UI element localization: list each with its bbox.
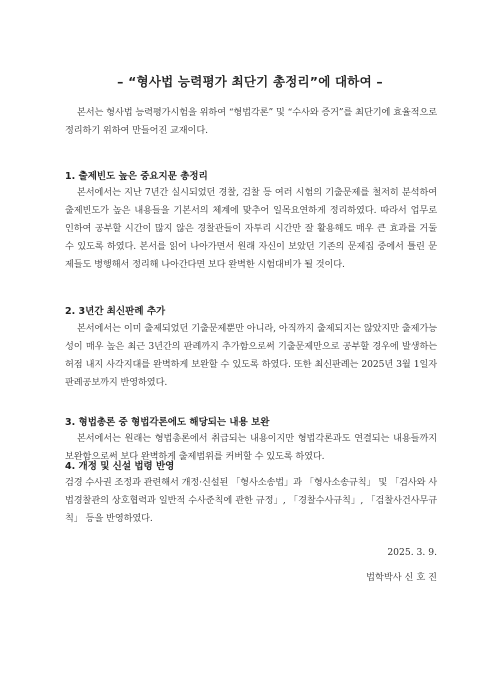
section-1-body: 본서에서는 지난 7년간 실시되었던 경찰, 검찰 등 여러 시험의 기출문제를 철저히 분석하여 출제빈도가 높은 내용들을 기본서의 체계에 맞추어 일목요연하게 정리하였다. 따라서 업무로 인하여 공부할 시간이 많지 않은 경찰관들이 자투리 시간만 잘 활용해도 매우 큰 효과를 거둘 수 있도록 하였다. 본서를 읽어 나아가면서 원래 자신이 보았던 기존의 문제집 중에서 틀린 문제들도 병행해서 정리해 나아간다면 보다 완벽한 시험대비가 될 것이다. (65, 187, 437, 270)
document-author: 법학박사 신 호 진 (366, 572, 437, 583)
section-2-body: 본서에서는 이미 출제되었던 기출문제뿐만 아니라, 아직까지 출제되지는 않았지만 출제가능성이 매우 높은 최근 3년간의 판례까지 추가함으로써 기출문제만으로 공부할 경우에 발생하는 허점 내지 사각지대를 완벽하게 보완할 수 있도록 하였다. 또한 최신판례는 2025년 3월 1일자 판례공보까지 반영하였다. (65, 323, 437, 388)
section-3-body: 본서에서는 원래는 형법총론에서 취급되는 내용이지만 형법각론과도 연결되는 내용들까지 보완함으로써 보다 완벽하게 출제범위를 커버할 수 있도록 하였다. (65, 433, 437, 462)
section-1-heading: 1. 출제빈도 높은 중요지문 총정리 (65, 171, 208, 182)
section-2-heading: 2. 3년간 최신판례 추가 (65, 306, 166, 317)
document-title: – “형사법 능력평가 최단기 총정리”에 대하여 – (117, 74, 383, 89)
section-3-heading: 3. 형법총론 중 형법각론에도 해당되는 내용 보완 (65, 417, 270, 428)
section-4-body: 검경 수사권 조정과 관련해서 개정·신설된 「형사소송법」과 「형사소송규칙」 및 「검사와 사법경찰관의 상호협력과 일반적 수사준칙에 관한 규정」, 「경찰수사규칙」, 「검찰사건사무규칙」 등을 반영하였다. (65, 477, 437, 524)
section-4-heading: 4. 개정 및 신설 법령 반영 (65, 461, 175, 472)
intro-paragraph: 본서는 형사법 능력평가시험을 위하여 “형법각론” 및 “수사와 증거”를 최단기에 효율적으로 정리하기 위하여 만들어진 교재이다. (65, 107, 437, 136)
document-date: 2025. 3. 9. (387, 547, 437, 558)
